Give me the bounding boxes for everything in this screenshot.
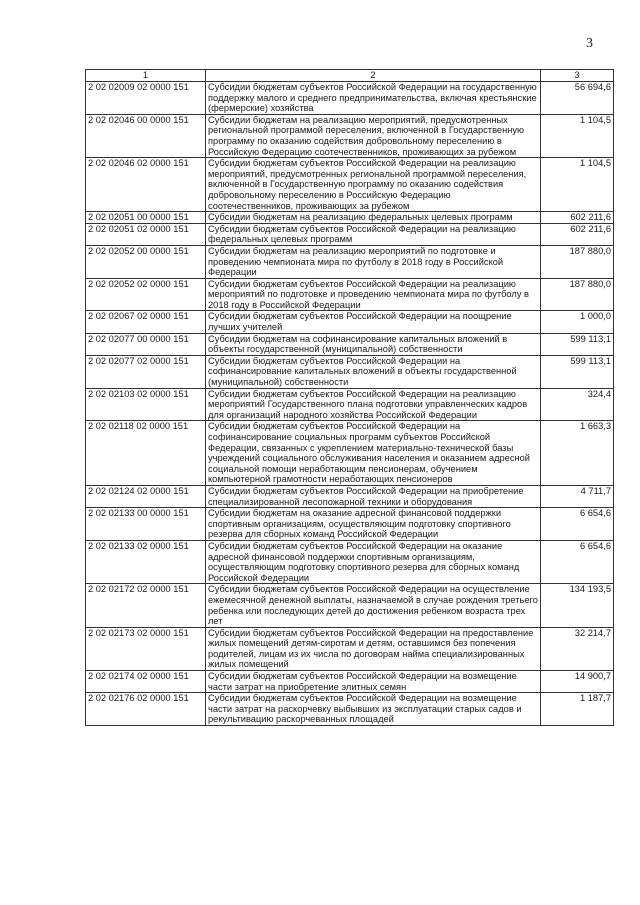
revenue-description: Субсидии бюджетам субъектов Российской Федерации на поощрение лучших учителей: [206, 311, 541, 333]
classification-code: 2 02 02077 02 0000 151: [86, 355, 206, 388]
amount-value: 1 104,5: [541, 114, 614, 157]
revenue-description: Субсидии бюджетам субъектов Российской Федерации на реализацию мероприятий Государственного плана подготовки управленческих кадров для организаций народного хозяйства Российской Федерации: [206, 388, 541, 421]
revenue-description: Субсидии бюджетам субъектов Российской Федерации на реализацию мероприятий по подготовке и проведению чемпионата мира по футболу в 2018 году в Российской Федерации: [206, 278, 541, 311]
amount-value: 134 193,5: [541, 584, 614, 627]
table-row: [86, 421, 614, 486]
classification-code: 2 02 02077 00 0000 151: [86, 333, 206, 355]
table-body: [86, 82, 614, 726]
table-row: [86, 114, 614, 157]
table-row: [86, 311, 614, 333]
amount-value: 1 104,5: [541, 158, 614, 212]
classification-code: 2 02 02133 02 0000 151: [86, 540, 206, 583]
classification-code: 2 02 02051 00 0000 151: [86, 212, 206, 224]
revenue-description: Субсидии бюджетам на оказание адресной финансовой поддержки спортивным организациям, осуществляющим подготовку спортивного резерва для сборных команд Российской Федерации: [206, 508, 541, 541]
table-row: [86, 540, 614, 583]
column-header-3: 3: [541, 70, 614, 82]
classification-code: 2 02 02176 02 0000 151: [86, 693, 206, 726]
classification-code: 2 02 02009 02 0000 151: [86, 82, 206, 115]
amount-value: 187 880,0: [541, 278, 614, 311]
amount-value: 324,4: [541, 388, 614, 421]
revenue-description: Субсидии бюджетам субъектов Российской Федерации на приобретение специализированной лесопожарной техники и оборудования: [206, 485, 541, 507]
classification-code: 2 02 02046 02 0000 151: [86, 158, 206, 212]
table-row: [86, 584, 614, 627]
table-row: [86, 278, 614, 311]
amount-value: 4 711,7: [541, 485, 614, 507]
column-header-1: 1: [86, 70, 206, 82]
table-row: [86, 333, 614, 355]
revenue-description: Субсидии бюджетам субъектов Российской Федерации на реализацию мероприятий, предусмотренных региональной программой переселения, включенной в Государственную программу по оказанию содействия добровольному переселению в Российскую Федерацию соотечественников, проживающих за рубежом: [206, 158, 541, 212]
revenue-description: Субсидии бюджетам субъектов Российской Федерации на возмещение части затрат на приобретение элитных семян: [206, 671, 541, 693]
revenue-description: Субсидии бюджетам субъектов Российской Федерации на софинансирование капитальных вложений в объекты государственной (муниципальной) собственности: [206, 355, 541, 388]
revenue-description: Субсидии бюджетам на реализацию федеральных целевых программ: [206, 212, 541, 224]
revenue-description: Субсидии бюджетам субъектов Российской Федерации на возмещение части затрат на раскорчевку выбывших из эксплуатации старых садов и рекультивацию раскорчеванных площадей: [206, 693, 541, 726]
amount-value: 14 900,7: [541, 671, 614, 693]
amount-value: 56 694,6: [541, 82, 614, 115]
table-row: [86, 627, 614, 670]
classification-code: 2 02 02174 02 0000 151: [86, 671, 206, 693]
header-row: [86, 70, 614, 82]
amount-value: 187 880,0: [541, 245, 614, 278]
amount-value: 1 663,3: [541, 421, 614, 486]
amount-value: 599 113,1: [541, 333, 614, 355]
classification-code: 2 02 02067 02 0000 151: [86, 311, 206, 333]
revenue-description: Субсидии бюджетам субъектов Российской Федерации на оказание адресной финансовой поддержки спортивным организациям, осуществляющим подготовку спортивного резерва для сборных команд Российской Федерации: [206, 540, 541, 583]
classification-code: 2 02 02052 02 0000 151: [86, 278, 206, 311]
classification-code: 2 02 02124 02 0000 151: [86, 485, 206, 507]
classification-code: 2 02 02103 02 0000 151: [86, 388, 206, 421]
classification-code: 2 02 02052 00 0000 151: [86, 245, 206, 278]
classification-code: 2 02 02173 02 0000 151: [86, 627, 206, 670]
table-row: [86, 485, 614, 507]
table-row: [86, 671, 614, 693]
table-row: [86, 158, 614, 212]
table-row: [86, 355, 614, 388]
amount-value: 599 113,1: [541, 355, 614, 388]
table-row: [86, 693, 614, 726]
revenue-description: Субсидии бюджетам субъектов Российской Федерации на реализацию федеральных целевых программ: [206, 223, 541, 245]
classification-code: 2 02 02133 00 0000 151: [86, 508, 206, 541]
revenue-description: Субсидии бюджетам субъектов Российской Федерации на государственную поддержку малого и среднего предпринимательства, включая крестьянские (фермерские) хозяйства: [206, 82, 541, 115]
classification-code: 2 02 02046 00 0000 151: [86, 114, 206, 157]
revenue-description: Субсидии бюджетам на реализацию мероприятий по подготовке и проведению чемпионата мира по футболу в 2018 году в Российской Федерации: [206, 245, 541, 278]
table-row: [86, 245, 614, 278]
amount-value: 6 654,6: [541, 508, 614, 541]
table-row: [86, 212, 614, 224]
page-number: 3: [586, 36, 593, 51]
amount-value: 6 654,6: [541, 540, 614, 583]
revenue-description: Субсидии бюджетам на софинансирование капитальных вложений в объекты государственной (муниципальной) собственности: [206, 333, 541, 355]
revenue-description: Субсидии бюджетам субъектов Российской Федерации на софинансирование социальных программ субъектов Российской Федерации, связанных с укреплением материально-технической базы учреждений социального обслуживания населения и оказанием адресной социальной помощи неработающим пенсионерам, обучением компьютерной грамотности неработающих пенсионеров: [206, 421, 541, 486]
revenue-description: Субсидии бюджетам субъектов Российской Федерации на предоставление жилых помещений детям-сиротам и детям, оставшимся без попечения родителей, лицам из их числа по договорам найма специализированных жилых помещений: [206, 627, 541, 670]
amount-value: 602 211,6: [541, 223, 614, 245]
table-row: [86, 388, 614, 421]
table-row: [86, 508, 614, 541]
classification-code: 2 02 02051 02 0000 151: [86, 223, 206, 245]
column-header-2: 2: [206, 70, 541, 82]
classification-code: 2 02 02172 02 0000 151: [86, 584, 206, 627]
revenue-description: Субсидии бюджетам на реализацию мероприятий, предусмотренных региональной программой переселения, включенной в Государственную программу по оказанию содействия добровольному переселению в Российскую Федерацию соотечественников, проживающих за рубежом: [206, 114, 541, 157]
table-row: [86, 82, 614, 115]
amount-value: 32 214,7: [541, 627, 614, 670]
table-row: [86, 223, 614, 245]
amount-value: 1 000,0: [541, 311, 614, 333]
classification-code: 2 02 02118 02 0000 151: [86, 421, 206, 486]
table-header: [86, 70, 614, 82]
budget-table: [85, 69, 614, 726]
amount-value: 602 211,6: [541, 212, 614, 224]
revenue-description: Субсидии бюджетам субъектов Российской Федерации на осуществление ежемесячной денежной выплаты, назначаемой в случае рождения третьего ребенка или последующих детей до достижения ребенком возраста трех лет: [206, 584, 541, 627]
amount-value: 1 187,7: [541, 693, 614, 726]
